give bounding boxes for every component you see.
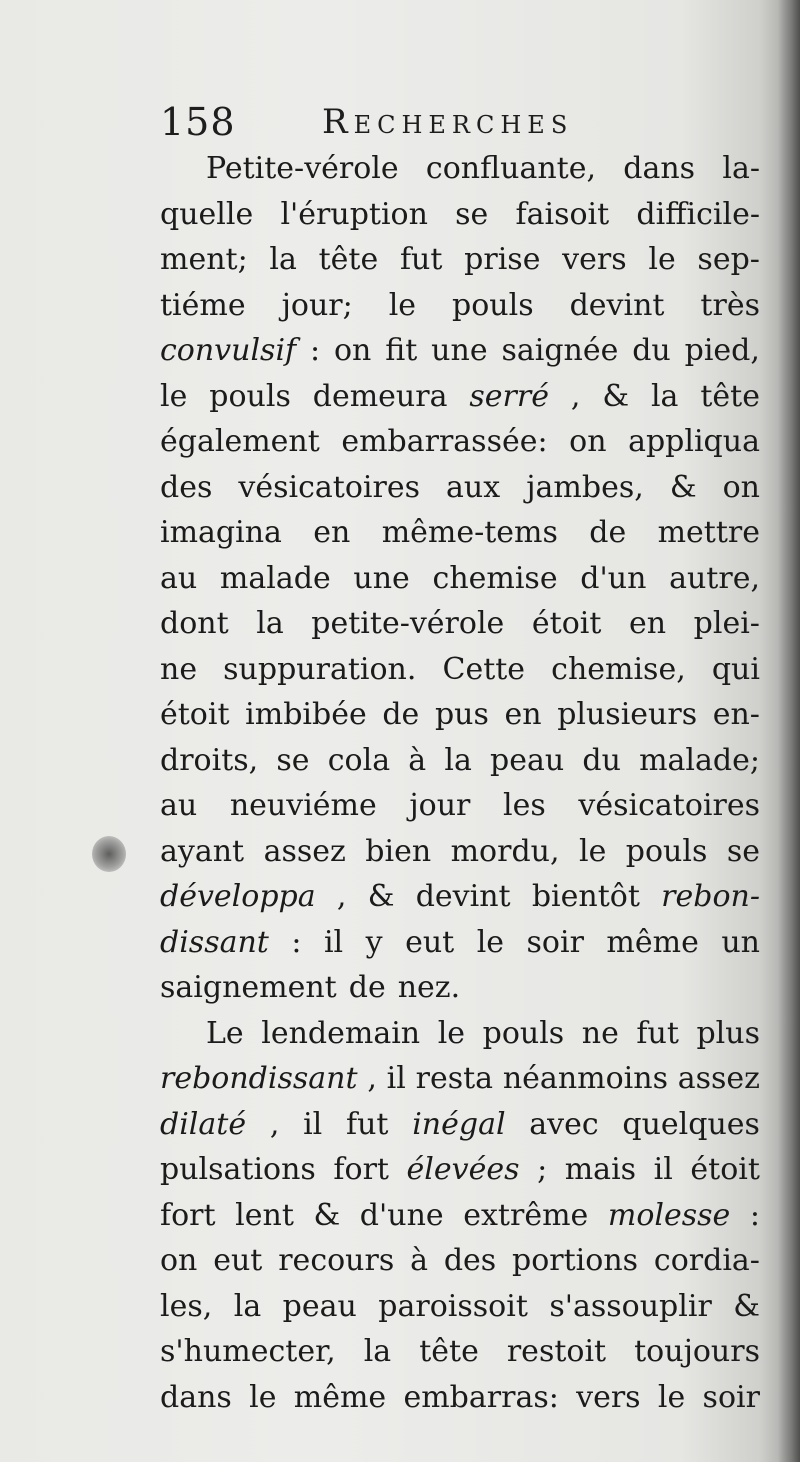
word: sep- <box>697 242 760 277</box>
word: suppuration. <box>223 651 417 687</box>
word: neuviéme <box>229 788 377 823</box>
word: la <box>269 242 297 277</box>
word: fut <box>636 1015 679 1051</box>
word: extrême <box>463 1197 589 1233</box>
word: autre, <box>669 560 760 596</box>
word: , <box>570 378 581 414</box>
word: le <box>578 833 607 869</box>
word: droits, <box>160 742 259 778</box>
word: le <box>249 1379 277 1415</box>
word: qui <box>711 651 760 687</box>
text-line <box>160 692 760 738</box>
word: à <box>410 1243 428 1278</box>
word: restoit <box>506 1334 607 1369</box>
word: la <box>363 1334 392 1369</box>
word: & <box>602 378 630 414</box>
word: dont <box>160 606 229 641</box>
word: : <box>749 1197 760 1233</box>
word: les, <box>160 1288 213 1324</box>
word: du <box>582 742 621 778</box>
word: rebondissant <box>160 1061 358 1096</box>
word: resta <box>415 1061 494 1096</box>
word: fut <box>399 242 443 277</box>
word: une <box>353 560 410 596</box>
word: fort <box>333 1152 389 1187</box>
text-line <box>160 874 760 920</box>
word: lent <box>235 1197 294 1233</box>
word: faisoit <box>515 196 610 232</box>
word: même-tems <box>381 515 558 550</box>
word: & <box>367 879 395 914</box>
word: molesse <box>607 1197 731 1233</box>
word: en <box>629 606 667 641</box>
word: d'un <box>580 560 647 596</box>
word: soir <box>702 1379 760 1415</box>
body-text <box>160 146 760 1420</box>
word: se <box>276 742 310 778</box>
word: inégal <box>412 1106 506 1142</box>
word: mais <box>564 1152 637 1187</box>
word: de <box>348 970 386 1005</box>
word: vers <box>562 242 627 277</box>
word: la- <box>722 151 760 186</box>
word: pulsations <box>160 1152 316 1187</box>
word: il <box>303 1106 323 1142</box>
word: néanmoins <box>502 1061 668 1096</box>
word: saignement <box>160 970 337 1005</box>
word: soir <box>526 924 584 960</box>
page-gutter-shadow <box>778 0 800 1462</box>
word: ment; <box>160 242 248 277</box>
word: des <box>443 1243 497 1278</box>
word: peau <box>490 742 565 778</box>
word: à <box>408 742 427 778</box>
word: : <box>291 924 302 960</box>
word: vésicatoires <box>238 469 420 505</box>
word: en <box>313 515 351 550</box>
word: s'humecter, <box>160 1334 336 1369</box>
word: le <box>657 1379 686 1415</box>
word: se <box>726 833 760 869</box>
word: serré <box>469 378 549 414</box>
word: ne <box>581 1015 619 1051</box>
text-line <box>160 1102 760 1148</box>
text-line <box>160 374 760 420</box>
word: difficile- <box>636 196 760 232</box>
text-line <box>160 237 760 283</box>
text-line <box>160 1375 760 1421</box>
word: au <box>160 560 198 596</box>
word: chemise, <box>551 651 686 687</box>
text-line <box>160 1011 760 1057</box>
text-line <box>160 328 760 374</box>
word: recours <box>278 1243 395 1278</box>
word: assez <box>677 1061 760 1096</box>
word: en <box>504 697 542 732</box>
text-line <box>160 1056 760 1102</box>
text-line <box>160 1329 760 1375</box>
word: petite-vérole <box>311 606 505 641</box>
word: d'une <box>359 1197 444 1233</box>
text-line <box>160 556 760 602</box>
word: dans <box>623 151 696 186</box>
word: le <box>388 287 417 323</box>
word: tête <box>700 378 760 414</box>
word: devint <box>415 879 511 914</box>
word: dans <box>160 1379 232 1415</box>
word: mordu, <box>450 833 560 869</box>
page-number: 158 <box>160 100 236 144</box>
word: fort <box>160 1197 216 1233</box>
word: ; <box>537 1152 548 1187</box>
word: pus <box>434 697 489 732</box>
word: la <box>444 742 472 778</box>
word: bien <box>365 833 432 869</box>
word: pouls <box>482 1015 565 1051</box>
text-line <box>160 419 760 465</box>
word: confluante, <box>425 151 596 186</box>
word: & <box>733 1288 760 1324</box>
word: étoit <box>531 606 602 641</box>
word: la <box>233 1288 262 1324</box>
word: imagina <box>160 515 282 550</box>
word: aux <box>446 469 501 505</box>
text-line <box>160 738 760 784</box>
word: dilaté <box>160 1106 247 1142</box>
text-line <box>160 920 760 966</box>
word: mettre <box>657 515 760 550</box>
word: même <box>293 1379 387 1415</box>
word: la <box>256 606 284 641</box>
word: on <box>569 424 607 459</box>
word: quelle <box>160 196 254 232</box>
word: & <box>313 1197 341 1233</box>
word: pied, <box>684 333 760 368</box>
word: demeura <box>312 378 448 414</box>
word: Cette <box>442 651 526 687</box>
word: étoit <box>690 1152 760 1187</box>
word: Petite-vérole <box>206 151 399 186</box>
word: Le <box>206 1015 244 1051</box>
word: pouls <box>625 833 708 869</box>
word: on <box>160 1243 198 1278</box>
text-line <box>160 783 760 829</box>
word: très <box>700 287 760 323</box>
word: plus <box>696 1015 760 1051</box>
text-line <box>160 1284 760 1330</box>
word: : <box>310 333 321 368</box>
word: convulsif <box>160 333 297 368</box>
word: rebon- <box>661 879 760 914</box>
word: au <box>160 788 198 823</box>
word: en- <box>712 697 760 732</box>
word: appliqua <box>628 424 760 459</box>
word: s'assouplir <box>549 1288 712 1324</box>
word: un <box>721 924 760 960</box>
word: peau <box>282 1288 357 1324</box>
word: plusieurs <box>557 697 698 732</box>
word: , <box>336 879 347 914</box>
word: les <box>503 788 546 823</box>
text-line <box>160 1238 760 1284</box>
word: le <box>160 378 188 414</box>
word: cordia- <box>653 1243 760 1278</box>
word: tête <box>318 242 379 277</box>
word: le <box>648 242 676 277</box>
word: bientôt <box>531 879 640 914</box>
word: tête <box>419 1334 479 1369</box>
word: , <box>269 1106 280 1142</box>
text-line <box>160 283 760 329</box>
word: saignée <box>501 333 619 368</box>
ink-spot <box>92 836 126 872</box>
word: imbibée <box>245 697 367 732</box>
word: prise <box>464 242 541 277</box>
word: il <box>323 924 344 960</box>
word: il <box>653 1152 673 1187</box>
word: jour; <box>281 287 353 323</box>
word: également <box>160 424 320 459</box>
word: quelques <box>622 1106 760 1142</box>
word: se <box>455 196 489 232</box>
running-head: Recherches <box>322 102 574 142</box>
word: une <box>431 333 488 368</box>
word: & <box>669 469 697 505</box>
word: élevées <box>406 1152 520 1187</box>
text-line <box>160 829 760 875</box>
word: chemise <box>432 560 558 596</box>
text-line <box>160 965 760 1011</box>
word: jambes, <box>526 469 644 505</box>
text-line <box>160 192 760 238</box>
word: lendemain <box>261 1015 421 1051</box>
text-line <box>160 510 760 556</box>
word: ne <box>160 651 198 687</box>
word: on <box>333 333 372 368</box>
text-line <box>160 1193 760 1239</box>
word: plei- <box>693 606 760 641</box>
word: malade <box>219 560 331 596</box>
word: tiéme <box>160 287 246 323</box>
word: développa <box>160 879 316 914</box>
word: malade; <box>639 742 760 778</box>
text-line <box>160 465 760 511</box>
word: la <box>650 378 679 414</box>
word: assez <box>263 833 346 869</box>
word: toujours <box>634 1334 760 1369</box>
word: y <box>365 924 383 960</box>
word: vers <box>576 1379 641 1415</box>
word: pouls <box>209 378 291 414</box>
word: fit <box>385 333 418 368</box>
word: de <box>589 515 627 550</box>
word: des <box>160 469 213 505</box>
word: , <box>367 1061 377 1096</box>
word: paroissoit <box>378 1288 528 1324</box>
word: portions <box>512 1243 639 1278</box>
text-line <box>160 601 760 647</box>
word: eut <box>405 924 455 960</box>
word: de <box>382 697 420 732</box>
word: il <box>386 1061 406 1096</box>
word: cola <box>327 742 391 778</box>
word: devint <box>569 287 665 323</box>
word: du <box>632 333 671 368</box>
word: étoit <box>160 697 230 732</box>
text-line <box>160 1147 760 1193</box>
word: vésicatoires <box>578 788 760 823</box>
page-header <box>160 100 760 150</box>
word: embarras: <box>403 1379 559 1415</box>
word: pouls <box>452 287 534 323</box>
word: nez. <box>397 970 461 1005</box>
word: avec <box>529 1106 599 1142</box>
word: eut <box>213 1243 263 1278</box>
word: le <box>476 924 505 960</box>
word: jour <box>409 788 471 823</box>
word: on <box>722 469 760 505</box>
text-line <box>160 647 760 693</box>
word: dissant <box>160 924 269 960</box>
word: même <box>606 924 699 960</box>
word: l'éruption <box>280 196 428 232</box>
text-line <box>160 146 760 192</box>
word: le <box>437 1015 466 1051</box>
word: fut <box>346 1106 389 1142</box>
word: embarrassée: <box>341 424 548 459</box>
word: ayant <box>160 833 245 869</box>
